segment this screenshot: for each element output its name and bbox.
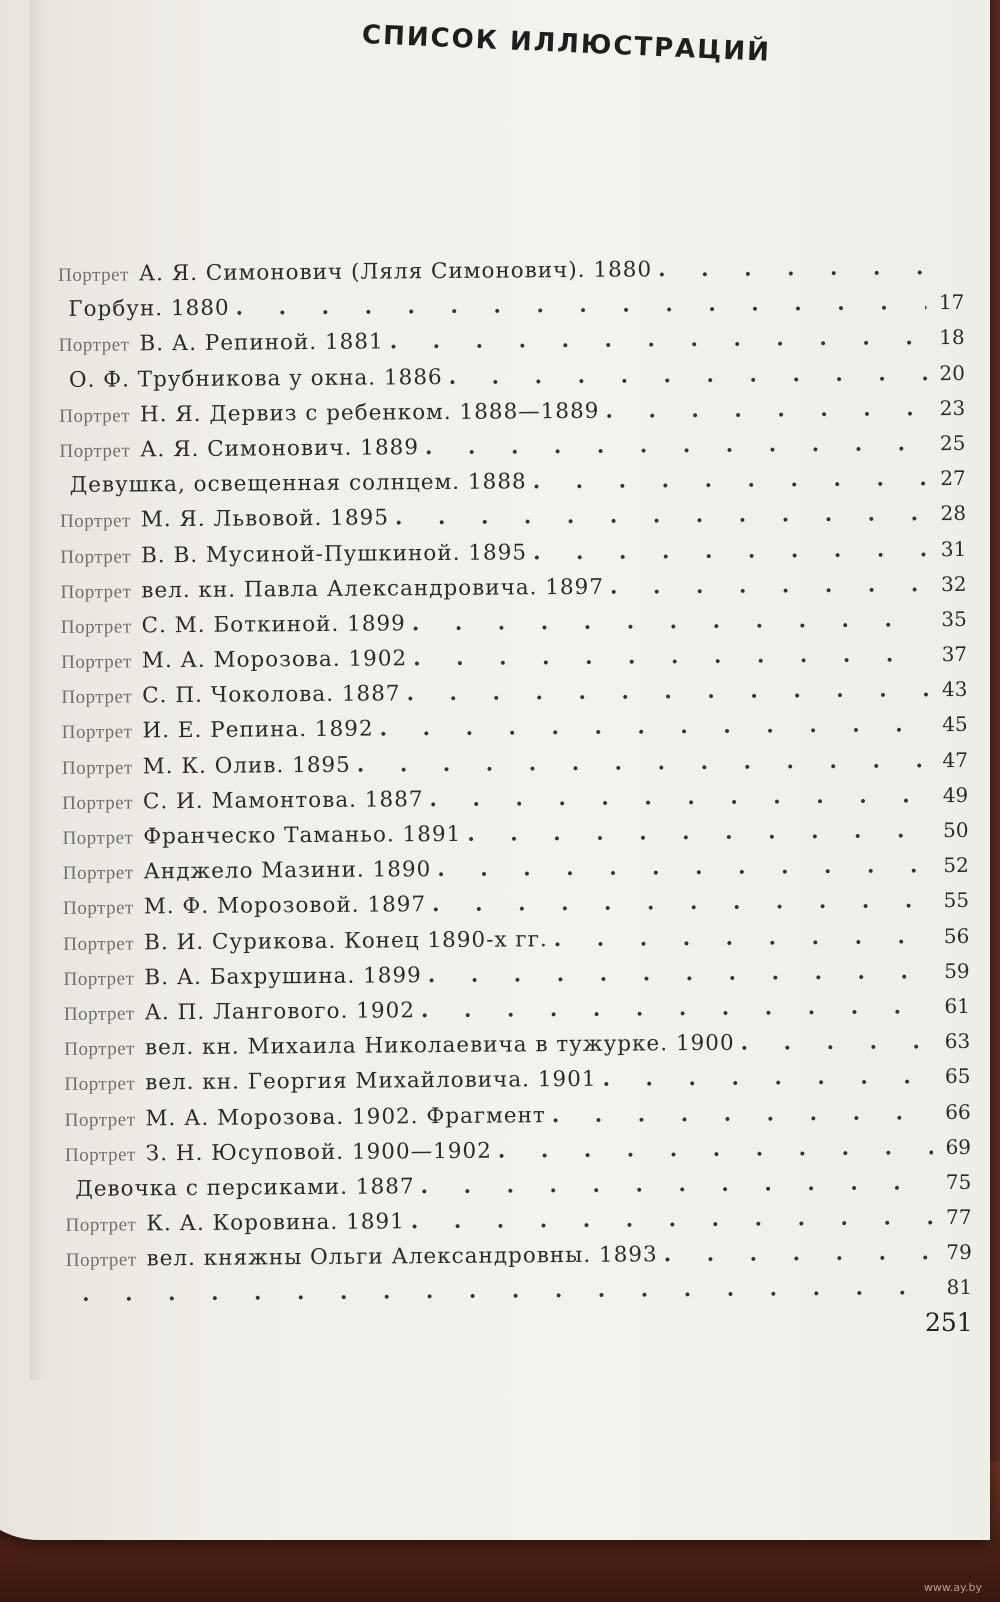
page-fold-shadow <box>30 0 48 1380</box>
entry-prefix: Портрет <box>64 1073 136 1096</box>
entry-title: В. А. Бахрушина. 1899 <box>144 962 422 991</box>
dot-leader <box>432 889 931 918</box>
entry-page-number: 79 <box>946 1240 972 1265</box>
dot-leader <box>610 572 929 600</box>
dot-leader <box>412 607 929 636</box>
entry-page-number: 52 <box>943 853 969 878</box>
dot-leader <box>357 748 930 778</box>
entry-title: А. Я. Симонович. 1889 <box>140 435 420 463</box>
entry-page-number: 66 <box>945 1099 971 1124</box>
entry-page-number: 32 <box>941 571 967 596</box>
entry-prefix: Портрет <box>65 1214 137 1237</box>
dot-leader <box>390 326 927 355</box>
page-number: 251 <box>925 1308 973 1337</box>
entry-page-number: 69 <box>945 1134 972 1159</box>
entry-prefix: Портрет <box>59 440 131 462</box>
entry-prefix: Портрет <box>60 545 132 568</box>
dot-leader <box>380 713 930 742</box>
entry-title: М. К. Олив. 1895 <box>142 752 351 779</box>
entry-page-number: 65 <box>944 1064 971 1089</box>
entry-prefix: Портрет <box>65 1249 137 1272</box>
entry-page-number: 37 <box>941 641 968 667</box>
entry-title: вел. кн. Павла Александровича. 1897 <box>141 574 605 604</box>
dot-leader <box>421 994 932 1023</box>
dot-leader <box>467 818 930 847</box>
entry-prefix: Портрет <box>61 757 133 779</box>
entry-title: В. В. Мусиной-Пушкиной. 1895 <box>140 539 528 568</box>
entry-page-number: 50 <box>942 817 969 843</box>
dot-leader <box>413 642 929 671</box>
entry-page-number: 43 <box>941 677 968 702</box>
entry-title: К. А. Коровина. 1891 <box>146 1209 405 1237</box>
dot-leader <box>554 924 932 952</box>
entry-prefix: Портрет <box>61 651 132 674</box>
page-title: СПИСОК ИЛЛЮСТРАЦИЙ <box>361 20 772 68</box>
entry-title: вел. кн. Михаила Николаевича в тужурке. 1900 <box>144 1030 735 1061</box>
entry-page-number: 27 <box>940 466 966 491</box>
entry-title: С. П. Чоколова. 1887 <box>142 681 401 709</box>
entry-page-number: 75 <box>945 1169 972 1194</box>
dot-leader <box>428 959 932 988</box>
entry-title: С. И. Мамонтова. 1887 <box>142 786 424 815</box>
entry-page-number: 56 <box>943 923 970 948</box>
dot-leader <box>552 1100 933 1128</box>
entry-page-number: 17 <box>938 290 965 315</box>
entry-prefix: Портрет <box>58 264 129 286</box>
entry-prefix: Портрет <box>59 510 131 533</box>
entry-page-number: 47 <box>942 747 969 772</box>
entry-prefix: Портрет <box>63 968 135 990</box>
entry-prefix: Портрет <box>64 1144 136 1166</box>
dot-leader <box>411 1205 934 1234</box>
dot-leader <box>533 537 928 565</box>
entry-title: Н. Я. Дервиз с ребенком. 1888—1889 <box>139 398 600 428</box>
entry-title: А. Я. Симонович (Ляля Симонович). 1880 <box>138 257 653 287</box>
entry-title: Франческо Таманьо. 1891 <box>143 821 462 850</box>
watermark: www.ay.by <box>923 1581 982 1594</box>
entry-title: Горбун. 1880 <box>68 295 230 323</box>
entry-prefix: Портрет <box>62 862 134 885</box>
entry-page-number: 35 <box>941 606 967 631</box>
entry-title: В. А. Репиной. 1881 <box>139 329 384 357</box>
entry-title: М. А. Морозова. 1902 <box>141 646 408 674</box>
entry-page-number: 77 <box>945 1204 972 1230</box>
entry-title: Анджело Мазини. 1890 <box>143 857 432 885</box>
dot-leader <box>425 431 928 460</box>
entry-page-number: 55 <box>943 888 970 913</box>
entry-title: М. Я. Львовой. 1895 <box>140 505 390 533</box>
entry-prefix: Портрет <box>62 827 134 849</box>
entry-prefix: Портрет <box>58 334 130 357</box>
entry-page-number: 20 <box>939 360 965 385</box>
entry-page-number: 25 <box>939 430 966 456</box>
entry-prefix: Портрет <box>61 686 133 709</box>
dot-leader <box>437 853 931 882</box>
entry-page-number: 49 <box>942 782 969 807</box>
dot-leader <box>741 1029 933 1056</box>
entry-title: М. Ф. Морозовой. 1897 <box>143 892 427 920</box>
dot-leader <box>420 1170 933 1199</box>
entry-page-number: 61 <box>944 993 970 1018</box>
entry-prefix: Портрет <box>60 616 132 638</box>
dot-leader <box>406 677 929 706</box>
entry-prefix: Портрет <box>63 1003 135 1025</box>
entry-title: И. Е. Репина. 1892 <box>142 716 374 744</box>
illustration-list <box>58 255 972 1318</box>
dot-leader <box>395 501 928 530</box>
list-item <box>66 1275 972 1317</box>
dot-leader <box>602 1064 932 1092</box>
entry-page-number: 18 <box>939 325 965 350</box>
dot-leader <box>664 1240 934 1267</box>
entry-prefix: Портрет <box>60 581 132 603</box>
entry-prefix: Портрет <box>63 932 135 955</box>
entry-title: В. И. Сурикова. Конец 1890-х гг. <box>143 926 548 955</box>
dot-leader <box>236 290 927 320</box>
entry-title: Девочка с персиками. 1887 <box>75 1174 415 1202</box>
entry-page-number: 63 <box>944 1028 971 1054</box>
entry-prefix: Портрет <box>62 792 134 814</box>
entry-title: С. М. Боткиной. 1899 <box>141 611 406 639</box>
dot-leader <box>533 466 928 494</box>
entry-prefix: Портрет <box>62 897 134 920</box>
entry-title: О. Ф. Трубникова у окна. 1886 <box>68 364 443 393</box>
dot-leader <box>82 1276 934 1308</box>
entry-title: М. А. Морозова. 1902. Фрагмент <box>145 1102 546 1131</box>
dot-leader <box>658 255 926 282</box>
entry-prefix: Портрет <box>64 1108 136 1131</box>
entry-prefix: Портрет <box>61 721 133 744</box>
entry-title: А. П. Лангового. 1902 <box>144 998 416 1026</box>
entry-page-number: 31 <box>940 536 967 561</box>
entry-title: Девушка, освещенная солнцем. 1888 <box>69 469 527 499</box>
dot-leader <box>605 396 927 424</box>
dot-leader <box>498 1135 933 1163</box>
entry-prefix: Портрет <box>64 1038 136 1061</box>
dot-leader <box>429 783 930 812</box>
entry-prefix: Портрет <box>59 405 131 427</box>
dot-leader <box>449 361 927 390</box>
entry-page-number: 81 <box>946 1275 973 1300</box>
entry-page-number: 28 <box>940 501 967 526</box>
entry-title: З. Н. Юсуповой. 1900—1902 <box>145 1138 492 1167</box>
entry-page-number: 59 <box>944 958 970 983</box>
entry-title: вел. кн. Георгия Михайловича. 1901 <box>145 1067 597 1096</box>
entry-title: вел. княжны Ольги Александровны. 1893 <box>146 1242 658 1272</box>
entry-page-number: 45 <box>942 712 968 737</box>
entry-page-number: 23 <box>939 395 966 420</box>
